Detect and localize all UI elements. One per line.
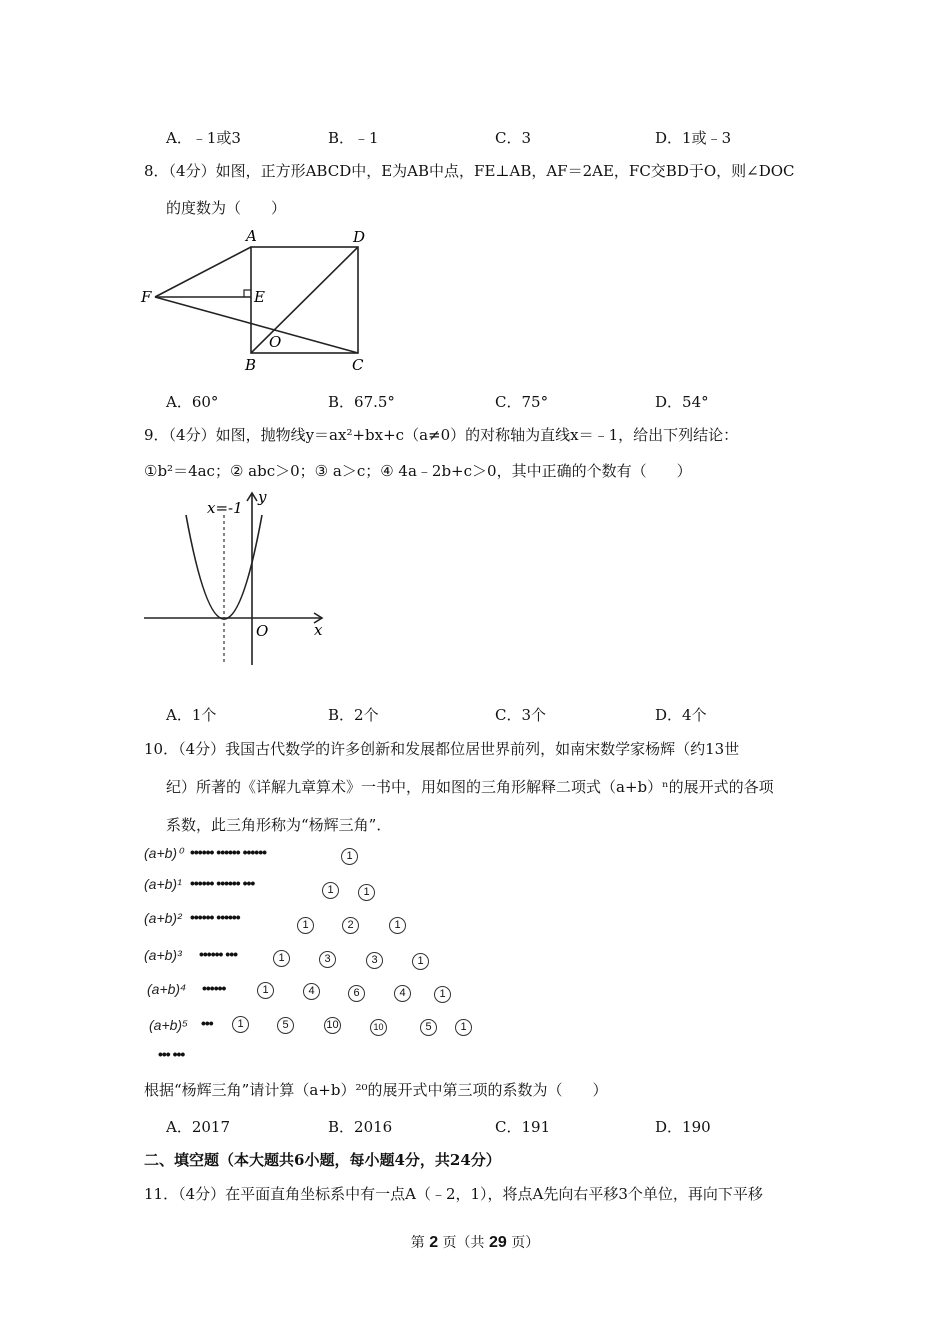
coefficient: 2 xyxy=(342,917,359,934)
q9-parabola-figure xyxy=(140,485,340,670)
triangle-row-label: (a+b)⁵ xyxy=(149,1017,188,1033)
footer-middle: 页（共 xyxy=(442,1235,485,1251)
q10-option-c: C．191 xyxy=(495,1118,551,1136)
footer-prefix: 第 xyxy=(410,1235,425,1251)
triangle-dots: ••• xyxy=(201,1015,213,1031)
coefficient: 1 xyxy=(412,953,429,970)
coefficient: 5 xyxy=(277,1017,294,1034)
coefficient: 6 xyxy=(348,985,365,1002)
triangle-dots: •••••• •••••• •••••• xyxy=(190,844,267,860)
section-title: 二、填空题（本大题共6小题，每小题4分，共24分） xyxy=(144,1151,501,1169)
coefficient: 1 xyxy=(389,917,406,934)
triangle-row-label: (a+b)⁰ xyxy=(144,845,183,861)
q8-option-c: C．75° xyxy=(495,393,549,411)
triangle-row-label: (a+b)⁴ xyxy=(147,981,187,997)
q9-option-b: B．2个 xyxy=(328,706,379,724)
q8-option-d: D．54° xyxy=(655,393,709,411)
q8-option-a: A．60° xyxy=(166,393,219,411)
q10-question: 根据“杨辉三角”请计算（a+b）²⁰的展开式中第三项的系数为（ ） xyxy=(144,1081,608,1099)
axis-label: x=-1 xyxy=(207,499,243,517)
label-c: C xyxy=(352,356,364,374)
coefficient: 4 xyxy=(394,985,411,1002)
page-footer xyxy=(0,1232,950,1252)
footer-page-number: 2 xyxy=(429,1234,439,1251)
origin-label: O xyxy=(256,622,269,640)
q7-option-a: A．﹣1或3 xyxy=(166,129,241,147)
q10-option-a: A．2017 xyxy=(166,1118,231,1136)
q10-stem-line3: 系数，此三角形称为“杨辉三角”． xyxy=(166,816,392,834)
coefficient: 1 xyxy=(341,848,358,865)
q8-stem-line1: 8．（4分）如图，正方形ABCD中，E为AB中点，FE⊥AB，AF＝2AE，FC交BD于O，则∠DOC xyxy=(144,162,795,180)
footer-total-pages: 29 xyxy=(489,1234,507,1251)
q7-option-b: B．﹣1 xyxy=(328,129,379,147)
coefficient: 1 xyxy=(297,917,314,934)
coefficient: 1 xyxy=(455,1019,472,1036)
triangle-dots: •••••• xyxy=(202,980,226,996)
triangle-row-label: (a+b)¹ xyxy=(144,876,182,892)
x-label: x xyxy=(314,621,323,639)
coefficient: 3 xyxy=(319,951,336,968)
coefficient: 10 xyxy=(370,1019,387,1036)
coefficient: 1 xyxy=(232,1016,249,1033)
label-d: D xyxy=(353,228,366,246)
q7-option-d: D．1或﹣3 xyxy=(655,129,732,147)
q9-option-c: C．3个 xyxy=(495,706,547,724)
coefficient: 1 xyxy=(257,982,274,999)
coefficient: 1 xyxy=(273,950,290,967)
q10-option-d: D．190 xyxy=(655,1118,711,1136)
coefficient: 5 xyxy=(420,1019,437,1036)
label-o: O xyxy=(269,333,282,351)
q10-stem-line1: 10．（4分）我国古代数学的许多创新和发展都位居世界前列，如南宋数学家杨辉（约13世 xyxy=(144,740,740,758)
coefficient: 4 xyxy=(303,983,320,1000)
q8-option-b: B．67.5° xyxy=(328,393,395,411)
triangle-dots: •••••• •••••• xyxy=(190,909,240,925)
q10-option-b: B．2016 xyxy=(328,1118,393,1136)
q11-stem-line1: 11．（4分）在平面直角坐标系中有一点A（﹣2，1），将点A先向右平移3个单位，再向下平移 xyxy=(144,1185,763,1203)
label-e: E xyxy=(254,288,265,306)
coefficient: 1 xyxy=(434,986,451,1003)
q9-stem-line2: ①b²＝4ac；② abc＞0；③ a＞c；④ 4a﹣2b+c＞0，其中正确的个数有（ ） xyxy=(144,462,692,480)
q8-square-figure xyxy=(138,225,378,375)
q8-stem-line2: 的度数为（ ） xyxy=(166,199,287,217)
coefficient: 1 xyxy=(358,884,375,901)
triangle-dots: •••••• ••• xyxy=(199,946,238,962)
y-label: y xyxy=(258,488,267,506)
q9-option-a: A．1个 xyxy=(166,706,217,724)
q7-option-c: C．3 xyxy=(495,129,532,147)
label-a: A xyxy=(246,227,257,245)
triangle-row-label: (a+b)² xyxy=(144,910,182,926)
coefficient: 3 xyxy=(366,952,383,969)
coefficient: 10 xyxy=(324,1017,341,1034)
label-b: B xyxy=(245,356,257,374)
triangle-row-label: (a+b)³ xyxy=(144,947,182,963)
triangle-trailing-dots: ••• ••• xyxy=(158,1046,185,1062)
q9-stem-line1: 9．（4分）如图，抛物线y＝ax²+bx+c（a≠0）的对称轴为直线x＝﹣1，给出下列结论： xyxy=(144,426,739,444)
coefficient: 1 xyxy=(322,882,339,899)
q10-stem-line2: 纪）所著的《详解九章算术》一书中，用如图的三角形解释二项式（a+b）ⁿ的展开式的各项 xyxy=(166,778,774,796)
label-f: F xyxy=(141,288,152,306)
q9-option-d: D．4个 xyxy=(655,706,707,724)
footer-suffix: 页） xyxy=(511,1235,540,1251)
triangle-dots: •••••• •••••• ••• xyxy=(190,875,255,891)
